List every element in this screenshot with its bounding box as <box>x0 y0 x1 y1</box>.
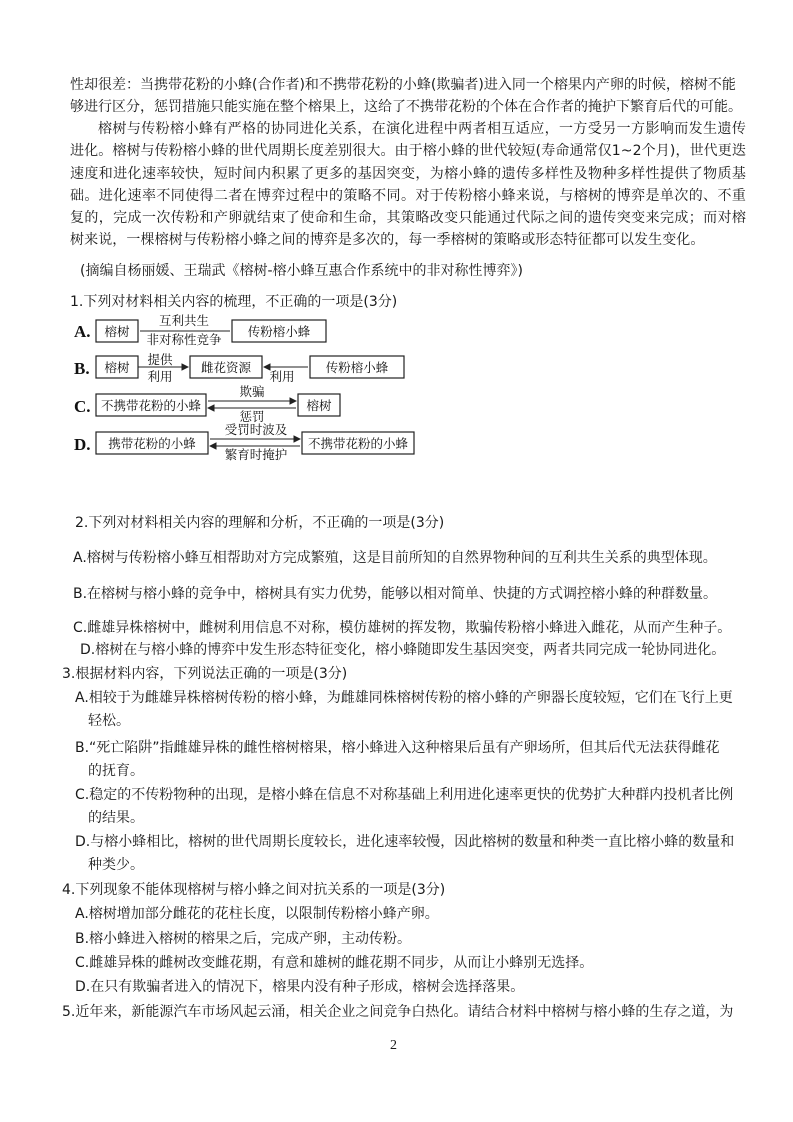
q1-c-top-label: 欺骗 <box>239 384 265 399</box>
q4-stem: 4.下列现象不能体现榕树与榕小蜂之间对抗关系的一项是(3分) <box>62 882 446 898</box>
page-number: 2 <box>390 1038 397 1053</box>
q1-d-bottom-label: 繁育时掩护 <box>224 447 288 462</box>
q4-option-c: C.雌雄异株的雌树改变雌花期，有意和雄树的雌花期不同步，从而让小蜂别无选择。 <box>75 955 594 971</box>
q3-option-c-line2: 的结果。 <box>88 810 144 826</box>
q3-option-a-line2: 轻松。 <box>88 713 130 729</box>
q1-b-mid: 雌花资源 <box>200 360 252 375</box>
q1-b-right: 传粉榕小蜂 <box>325 360 389 375</box>
passage-line-2: 够进行区分，惩罚措施只能实施在整个榕果上，这给了不携带花粉的个体在合作者的掩护下繁育后代的可能。 <box>70 99 742 115</box>
q1-c-right: 榕树 <box>306 398 332 413</box>
q1-b-left: 榕树 <box>104 360 130 375</box>
q1-d-top-label: 受罚时波及 <box>224 422 288 437</box>
q3-stem: 3.根据材料内容，下列说法正确的一项是(3分) <box>62 666 348 682</box>
q4-option-a: A.榕树增加部分雌花的花柱长度，以限制传粉榕小蜂产卵。 <box>75 906 439 922</box>
q1-a-left: 榕树 <box>104 324 130 339</box>
q2-option-a: A.榕树与传粉榕小蜂互相帮助对方完成繁殖，这是目前所知的自然界物种间的互利共生关系的典型体现。 <box>73 550 717 566</box>
q3-option-d-line1: D.与榕小蜂相比，榕树的世代周期长度较长，进化速率较慢，因此榕树的数量和种类一直比榕小蜂的数量和 <box>75 834 735 850</box>
q3-option-a-line1: A.相较于为雌雄异株榕树传粉的榕小蜂，为雌雄同株榕树传粉的榕小蜂的产卵器长度较短，它们在飞行上更 <box>75 690 733 706</box>
q1-a-bottom-label: 非对称性竞争 <box>146 332 222 347</box>
q1-c-left: 不携带花粉的小蜂 <box>100 398 202 413</box>
passage-paragraph-2: 榕树与传粉榕小蜂有严格的协同进化关系，在演化进程中两者相互适应，一方受另一方影响而发生遗传进化。榕树与传粉榕小蜂的世代周期长度差别很大。由于榕小蜂的世代较短(寿命通常仅1~2个月)，世代更迭速度和进化速率较快，短时间内积累了更多的基因突变，为榕小蜂的遗传多样性及物种多样性提供了物质基础。进化速率不同使得二者在博弈过程中的策略不同。对于传粉榕小蜂来说，与榕树的博弈是单次的、不重复的，完成一次传粉和产卵就结束了使命和生命，其策略改变只能通过代际之间的遗传突变来完成；而对榕树来说，一棵榕树与传粉榕小蜂之间的博弈是多次的，每一季榕树的策略或形态特征都可以发生变化。 <box>70 121 746 249</box>
q3-option-c-line1: C.稳定的不传粉物种的出现，是榕小蜂在信息不对称基础上利用进化速率更快的优势扩大种群内投机者比例 <box>75 787 734 803</box>
passage-source: (摘编自杨丽媛、王瑞武《榕树-榕小蜂互惠合作系统中的非对称性博弈》) <box>80 263 523 279</box>
q1-b-label2-bottom: 利用 <box>269 369 295 384</box>
q4-option-d: D.在只有欺骗者进入的情况下，榕果内没有种子形成，榕树会选择落果。 <box>75 979 525 995</box>
q1-a-top-label: 互利共生 <box>158 313 210 328</box>
q5-stem: 5.近年来，新能源汽车市场风起云涌，相关企业之间竞争白热化。请结合材料中榕树与榕小蜂的生存之道，为 <box>62 1004 734 1020</box>
q1-option-b-letter: B. <box>74 359 90 378</box>
q3-option-b-line1: B.“死亡陷阱”指雌雄异株的雌性榕树榕果，榕小蜂进入这种榕果后虽有产卵场所，但其后代无法获得雌花 <box>75 740 720 756</box>
q1-d-left: 携带花粉的小蜂 <box>108 436 196 451</box>
q1-diagram <box>72 312 432 462</box>
q1-option-a-letter: A. <box>74 322 91 341</box>
q2-option-c: C.雌雄异株榕树中，雌树利用信息不对称，模仿雄树的挥发物，欺骗传粉榕小蜂进入雌花，从而产生种子。 <box>73 620 732 636</box>
q2-option-d: D.榕树在与榕小蜂的博弈中发生形态特征变化，榕小蜂随即发生基因突变，两者共同完成一轮协同进化。 <box>80 642 726 658</box>
q1-c-bottom-label: 惩罚 <box>239 409 265 424</box>
q2-stem: 2.下列对材料相关内容的理解和分析，不正确的一项是(3分) <box>75 515 445 531</box>
q1-stem: 1.下列对材料相关内容的梳理，不正确的一项是(3分) <box>70 294 398 310</box>
q1-a-right: 传粉榕小蜂 <box>247 324 311 339</box>
q1-d-right: 不携带花粉的小蜂 <box>307 436 409 451</box>
q1-option-d-letter: D. <box>74 435 91 454</box>
q2-option-b: B.在榕树与榕小蜂的竞争中，榕树具有实力优势，能够以相对简单、快捷的方式调控榕小蜂的种群数量。 <box>73 586 718 602</box>
q3-option-d-line2: 种类少。 <box>88 857 144 873</box>
q1-option-c-letter: C. <box>74 397 91 416</box>
q1-b-label1-top: 提供 <box>147 352 173 367</box>
q1-b-label1-bottom: 利用 <box>147 369 173 384</box>
q3-option-b-line2: 的抚育。 <box>88 763 144 779</box>
q4-option-b: B.榕小蜂进入榕树的榕果之后，完成产卵，主动传粉。 <box>75 931 412 947</box>
passage-line-1: 性却很差：当携带花粉的小蜂(合作者)和不携带花粉的小蜂(欺骗者)进入同一个榕果内产卵的时候，榕树不能 <box>70 77 736 93</box>
